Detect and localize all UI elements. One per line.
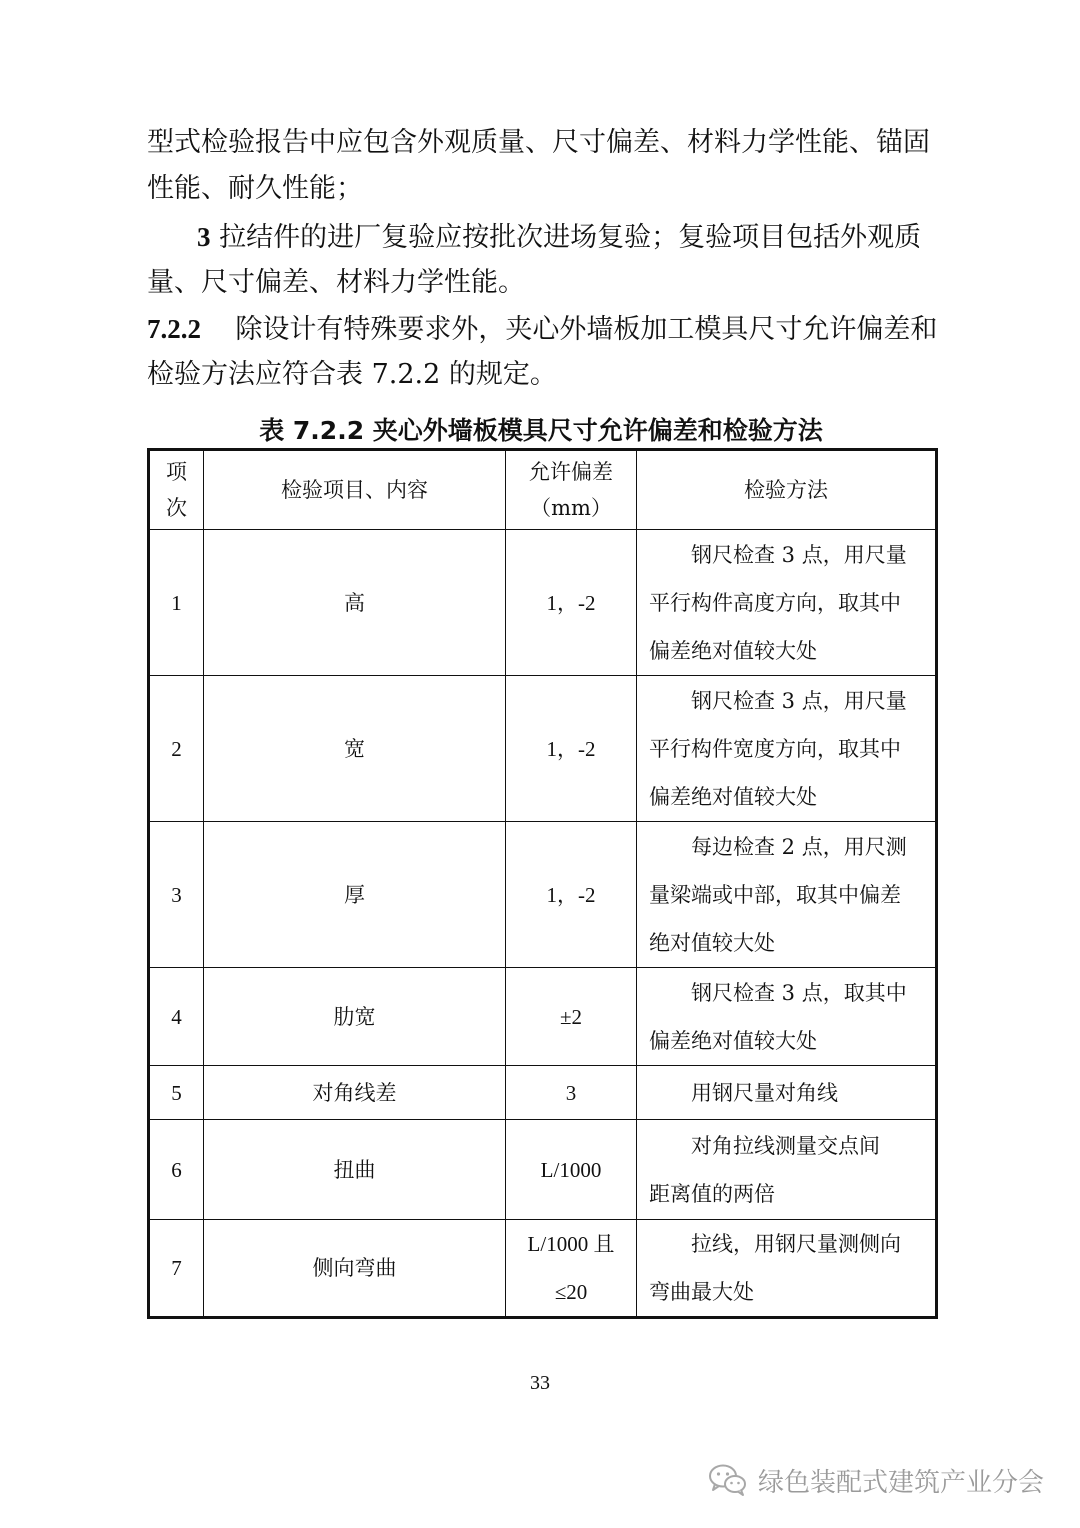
row-tolerance: 1，-2	[506, 676, 637, 822]
table-row	[149, 968, 937, 1066]
wechat-icon	[708, 1463, 748, 1497]
page-number: 33	[530, 1372, 550, 1394]
row-item: 肋宽	[204, 968, 506, 1066]
table-caption: 表 7.2.2 夹心外墙板模具尺寸允许偏差和检验方法	[259, 416, 823, 445]
row-item: 宽	[204, 676, 506, 822]
paragraph-2-line-2: 量、尺寸偏差、材料力学性能。	[147, 267, 525, 298]
header-method: 检验方法	[637, 450, 937, 530]
paragraph-2-text: 拉结件的进厂复验应按批次进场复验；复验项目包括外观质	[219, 222, 922, 253]
row-index: 2	[149, 676, 204, 822]
row-method: 钢尺检查 3 点，用尺量 平行构件宽度方向，取其中 偏差绝对值较大处	[637, 676, 937, 822]
row-index: 4	[149, 968, 204, 1066]
clause-7-2-2-line-1	[147, 306, 937, 353]
paragraph-2-line-1	[197, 214, 987, 261]
row-item: 厚	[204, 822, 506, 968]
row-tolerance: 1，-2	[506, 530, 637, 676]
row-tolerance: 1，-2	[506, 822, 637, 968]
header-index: 项 次	[149, 450, 204, 530]
paragraph-1-line-2: 性能、耐久性能；	[147, 173, 363, 204]
tolerance-table	[147, 448, 938, 1319]
row-tolerance: L/1000 且 ≤20	[506, 1220, 637, 1318]
row-method: 钢尺检查 3 点，取其中 偏差绝对值较大处	[637, 968, 937, 1066]
table-row	[149, 1120, 937, 1220]
paragraph-1-line-1: 型式检验报告中应包含外观质量、尺寸偏差、材料力学性能、锚固	[147, 127, 930, 158]
table-row	[149, 1066, 937, 1120]
row-item: 扭曲	[204, 1120, 506, 1220]
header-item: 检验项目、内容	[204, 450, 506, 530]
row-tolerance: 3	[506, 1066, 637, 1120]
row-item: 侧向弯曲	[204, 1220, 506, 1318]
header-tolerance: 允许偏差 （mm）	[506, 450, 637, 530]
row-item: 高	[204, 530, 506, 676]
row-index: 3	[149, 822, 204, 968]
paragraph-2-number: 3	[197, 222, 211, 252]
row-method: 拉线，用钢尺量测侧向 弯曲最大处	[637, 1220, 937, 1318]
row-tolerance: L/1000	[506, 1120, 637, 1220]
clause-7-2-2-line-2: 检验方法应符合表 7.2.2 的规定。	[147, 359, 557, 390]
row-index: 7	[149, 1220, 204, 1318]
watermark	[708, 1460, 1044, 1500]
table-row	[149, 1220, 937, 1318]
row-index: 6	[149, 1120, 204, 1220]
row-method: 每边检查 2 点，用尺测 量梁端或中部，取其中偏差 绝对值较大处	[637, 822, 937, 968]
row-item: 对角线差	[204, 1066, 506, 1120]
table-row	[149, 530, 937, 676]
clause-number: 7.2.2	[147, 314, 201, 344]
row-index: 1	[149, 530, 204, 676]
row-index: 5	[149, 1066, 204, 1120]
table-row	[149, 676, 937, 822]
table-header-row	[149, 450, 937, 530]
clause-text: 除设计有特殊要求外，夹心外墙板加工模具尺寸允许偏差和	[235, 314, 938, 345]
table-row	[149, 822, 937, 968]
row-tolerance: ±2	[506, 968, 637, 1066]
row-method: 钢尺检查 3 点，用尺量 平行构件高度方向，取其中 偏差绝对值较大处	[637, 530, 937, 676]
watermark-text: 绿色装配式建筑产业分会	[757, 1467, 1044, 1498]
row-method: 对角拉线测量交点间 距离值的两倍	[637, 1120, 937, 1220]
row-method: 用钢尺量对角线	[637, 1066, 937, 1120]
